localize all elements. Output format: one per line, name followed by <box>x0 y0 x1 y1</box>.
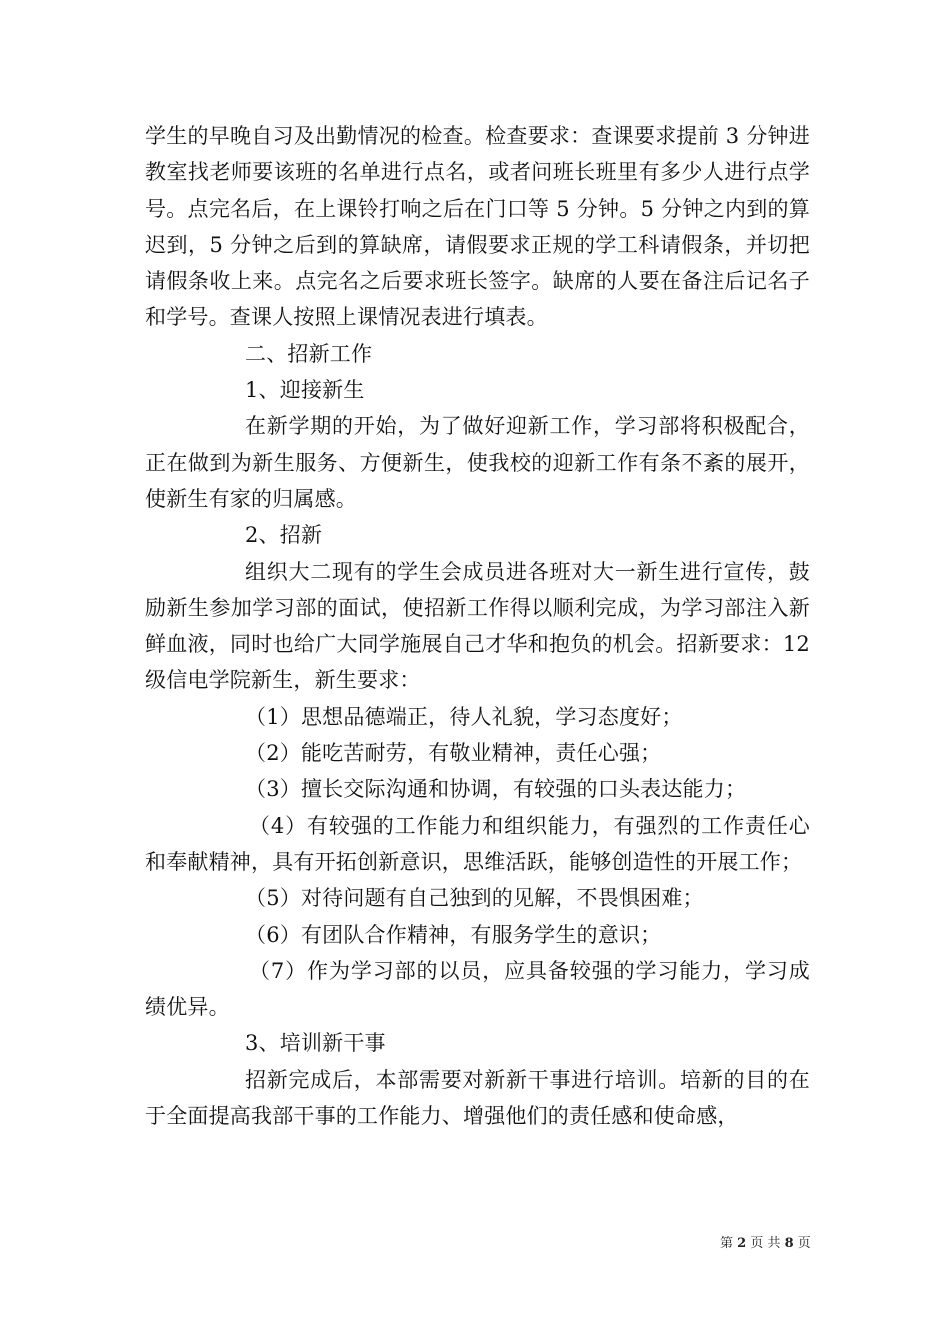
current-page-number: 2 <box>737 1236 747 1251</box>
subheading-train-staff: 3、培训新干事 <box>245 1031 386 1056</box>
subheading-welcome-freshmen: 1、迎接新生 <box>245 378 365 403</box>
requirement-item-4: （4）有较强的工作能力和组织能力，有强烈的工作责任心和奉献精神，具有开拓创新意识，思维活跃，能够创造性的开展工作； <box>145 813 810 874</box>
document-body <box>145 118 810 1134</box>
page-number-footer <box>720 1232 811 1251</box>
paragraph-recruit: 组织大二现有的学生会成员进各班对大一新生进行宣传，鼓励新生参加学习部的面试，使招新工作得以顺利完成，为学习部注入新鲜血液，同时也给广大同学施展自己才华和抱负的机会。招新要求：12 级信电学院新生，新生要求： <box>145 559 810 693</box>
footer-prefix: 第 <box>720 1236 738 1251</box>
requirement-item-7: （7）作为学习部的以员，应具备较强的学习能力，学习成绩优异。 <box>145 958 810 1020</box>
requirement-item-2: （2）能吃苦耐劳，有敬业精神，责任心强； <box>245 741 662 766</box>
requirement-item-3: （3）擅长交际沟通和协调，有较强的口头表达能力； <box>245 777 747 802</box>
total-page-count: 8 <box>784 1236 794 1251</box>
requirement-item-5: （5）对待问题有自己独到的见解，不畏惧困难； <box>245 886 704 911</box>
paragraph-attendance-check: 学生的早晚自习及出勤情况的检查。检查要求：查课要求提前 3 分钟进教室找老师要该班的名单进行点名，或者问班长班里有多少人进行点学号。点完名后，在上课铃打响之后在门口等 5 分钟。5 分钟之内到的算迟到，5 分钟之后到的算缺席，请假要求正规的学工科请假条，并切把请假条收上来。点完名之后要求班长签字。缺席的人要在备注后记名子和学号。查课人按照上课情况表进行填表。 <box>145 124 810 330</box>
footer-suffix: 页 <box>793 1236 811 1251</box>
requirement-item-1: （1）思想品德端正，待人礼貌，学习态度好； <box>245 704 683 729</box>
footer-middle: 页 共 <box>746 1236 785 1251</box>
requirement-item-6: （6）有团队合作精神，有服务学生的意识； <box>245 922 662 947</box>
paragraph-train-staff: 招新完成后，本部需要对新新干事进行培训。培新的目的在于全面提高我部干事的工作能力、增强他们的责任感和使命感， <box>145 1067 810 1129</box>
paragraph-welcome-freshmen: 在新学期的开始，为了做好迎新工作，学习部将积极配合，正在做到为新生服务、方便新生，使我校的迎新工作有条不紊的展开，使新生有家的归属感。 <box>145 414 810 511</box>
section-heading-recruitment: 二、招新工作 <box>245 341 373 366</box>
subheading-recruit: 2、招新 <box>245 523 323 548</box>
